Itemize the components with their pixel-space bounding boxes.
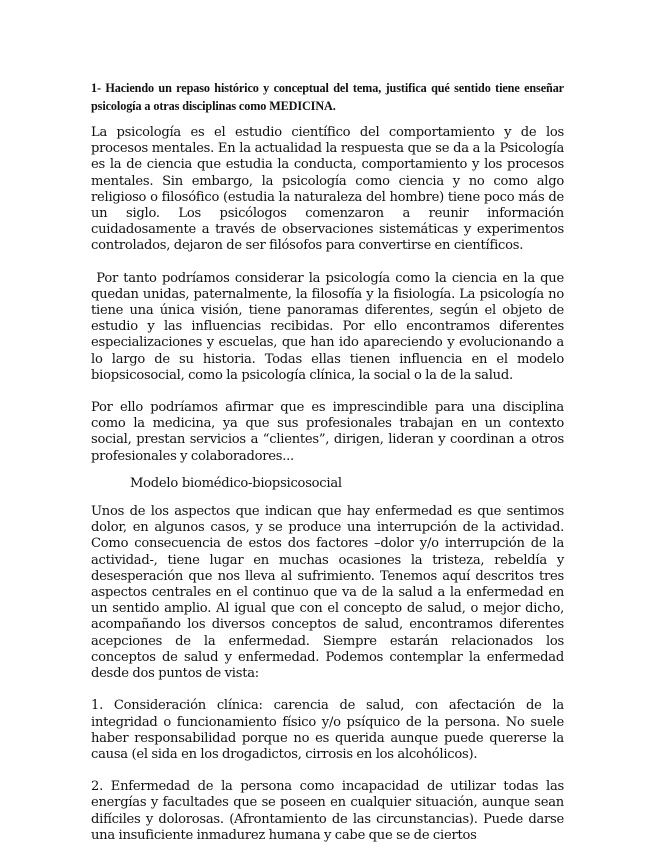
paragraph-definition: La psicología es el estudio científico del comportamiento y de los procesos mentales. En la actualidad la respuesta que se da a la Psicología es la de ciencia que estudia la conducta, comportamiento y los procesos mentales. Sin embargo, la psicología como ciencia y no como algo religioso o filosófico (estudia la naturaleza del hombre) tiene poco más de un siglo. Los psicólogos comenzaron a reunir información cuidadosamente a través de observaciones sistemáticas y experimentos controlados, dejaron de ser filósofos para convertirse en científicos. xyxy=(91,125,564,254)
list-item-person: 2. Enfermedad de la persona como incapacidad de utilizar todas las energías y facultades que se poseen en cualquier situación, aunque sean difíciles y dolorosas. (Afrontamiento de las circunstancias). Puede darse una insuficiente inmadurez humana y cabe que se de ciertos xyxy=(91,779,564,843)
paragraph-philosophy-physiology: Por tanto podríamos considerar la psicología como la ciencia en la que quedan unidas, paternalmente, la filosofía y la fisiología. La psicología no tiene una única visión, tiene panoramas diferentes, según el objeto de estudio y las influencias recibidas. Por ello encontramos diferentes especializaciones y escuelas, que han ido apareciendo y evolucionando a lo largo de su historia. Todas ellas tienen influencia en el modelo biopsicosocial, como la psicología clínica, la social o la de la salud. xyxy=(91,270,568,383)
paragraph-medicine: Por ello podríamos afirmar que es imprescindible para una disciplina como la medicina, ya que sus profesionales trabajan en un contexto social, prestan servicios a “clientes”, dirigen, lideran y coordinan a otros profesionales y colaboradores... xyxy=(91,400,564,464)
section-subtitle: Modelo biomédico-biopsicosocial xyxy=(130,475,342,491)
paragraph-illness-aspects: Unos de los aspectos que indican que hay enfermedad es que sentimos dolor, en algunos casos, y se produce una interrupción de la actividad. Como consecuencia de estos dos factores –dolor y/o interrupción de la actividad-, tiene lugar en muchas ocasiones la tristeza, rebeldía y desesperación que nos lleva al sufrimiento. Tenemos aquí descritos tres aspectos centrales en el continuo que va de la salud a la enfermedad en un sentido amplio. Al igual que con el concepto de salud, o mejor dicho, acompañando los diversos conceptos de salud, encontramos diferentes acepciones de la enfermedad. Siempre estarán relacionados los conceptos de salud y enfermedad. Podemos contemplar la enfermedad desde dos puntos de vista: xyxy=(91,504,564,682)
question-heading: 1- Haciendo un repaso histórico y conceptual del tema, justifica qué sentido tiene enseñar psicología a otras disciplinas como MEDICINA. xyxy=(91,81,564,113)
document-page xyxy=(91,79,568,860)
list-item-clinical: 1. Consideración clínica: carencia de salud, con afectación de la integridad o funcionamiento físico y/o psíquico de la persona. No suele haber responsabilidad porque no es querida aunque puede quererse la causa (el sida en los drogadictos, cirrosis en los alcohólicos). xyxy=(91,698,564,762)
